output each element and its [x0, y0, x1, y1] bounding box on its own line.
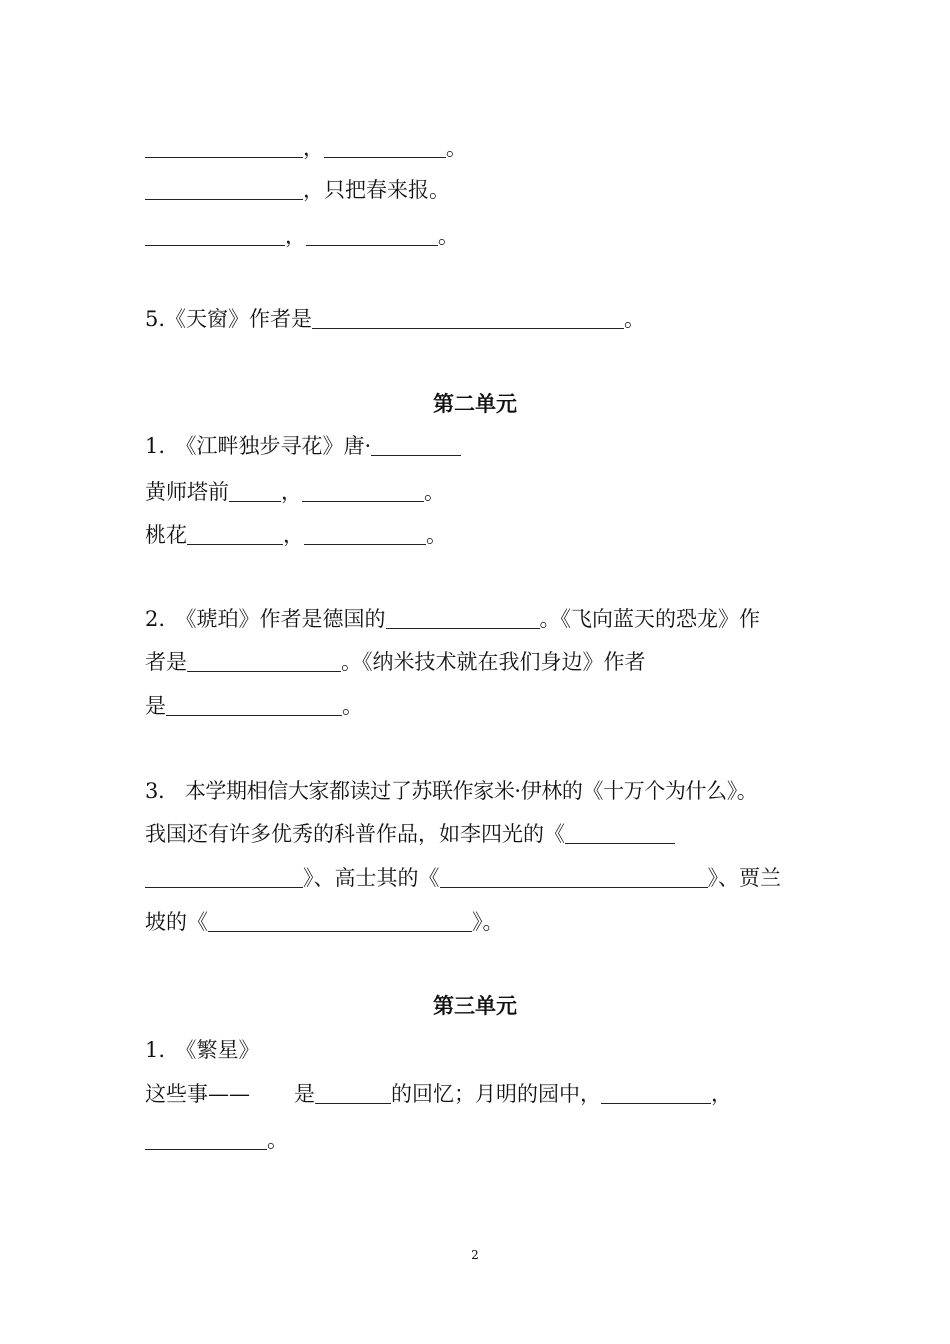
unit2-q2-line2: 者是 。《纳米技术就在我们身边》作者 [145, 650, 646, 674]
unit2-q2-line3: 是 。 [145, 694, 363, 718]
fill-blank[interactable] [145, 869, 303, 888]
fill-blank[interactable] [187, 653, 341, 672]
fill-blank[interactable] [601, 1085, 711, 1104]
unit-2-heading: 第二单元 [433, 391, 517, 416]
unit2-q1-title: 1. 《江畔独步寻花》唐· [145, 432, 810, 460]
fill-blank[interactable] [302, 483, 424, 502]
fill-blank[interactable] [315, 1085, 391, 1104]
fill-blank[interactable] [324, 139, 446, 158]
fill-blank[interactable] [312, 310, 624, 329]
unit3-q1-line2: 。 [145, 1126, 810, 1154]
fill-blank[interactable] [145, 139, 303, 158]
fill-blank[interactable] [208, 913, 472, 932]
fill-blank[interactable] [145, 1131, 267, 1150]
fill-blank[interactable] [304, 526, 426, 545]
fill-blank[interactable] [371, 437, 461, 456]
fill-blank[interactable] [166, 697, 342, 716]
question-5: 5.《天窗》作者是 。 [145, 307, 646, 331]
unit2-q3-line3: 》、高士其的《 》、贾兰 [145, 864, 810, 892]
unit2-q1-line1: 黄师塔前 ， 。 [145, 480, 445, 504]
unit2-q1-line2: 桃花 ， 。 [145, 523, 447, 547]
unit2-q3-line1: 3. 本学期相信大家都读过了苏联作家米·伊林的《十万个为什么》。 [145, 779, 758, 803]
poem-line-2: ，只把春来报。 [145, 176, 810, 204]
fill-blank[interactable] [306, 227, 438, 246]
poem-line-3: ， 。 [145, 222, 810, 250]
fill-blank[interactable] [187, 526, 283, 545]
fill-blank[interactable] [565, 825, 675, 844]
page-number: 2 [471, 1248, 479, 1262]
fill-blank[interactable] [229, 483, 281, 502]
fill-blank[interactable] [145, 181, 303, 200]
poem-line-1: ， 。 [145, 134, 810, 162]
unit2-q3-line4: 坡的《 》。 [145, 910, 504, 934]
unit3-q1-line1: 这些事—— 是 的回忆；月明的园中， ， [145, 1082, 732, 1106]
unit-3-heading: 第三单元 [433, 993, 517, 1018]
unit2-q2-line1: 2. 《琥珀》作者是德国的 。《飞向蓝天的恐龙》作 [145, 607, 761, 631]
fill-blank[interactable] [440, 869, 708, 888]
unit3-q1-title: 1. 《繁星》 [145, 1038, 260, 1062]
fill-blank[interactable] [145, 227, 285, 246]
unit2-q3-line2: 我国还有许多优秀的科普作品，如李四光的《 [145, 820, 810, 848]
fill-blank[interactable] [386, 610, 540, 629]
